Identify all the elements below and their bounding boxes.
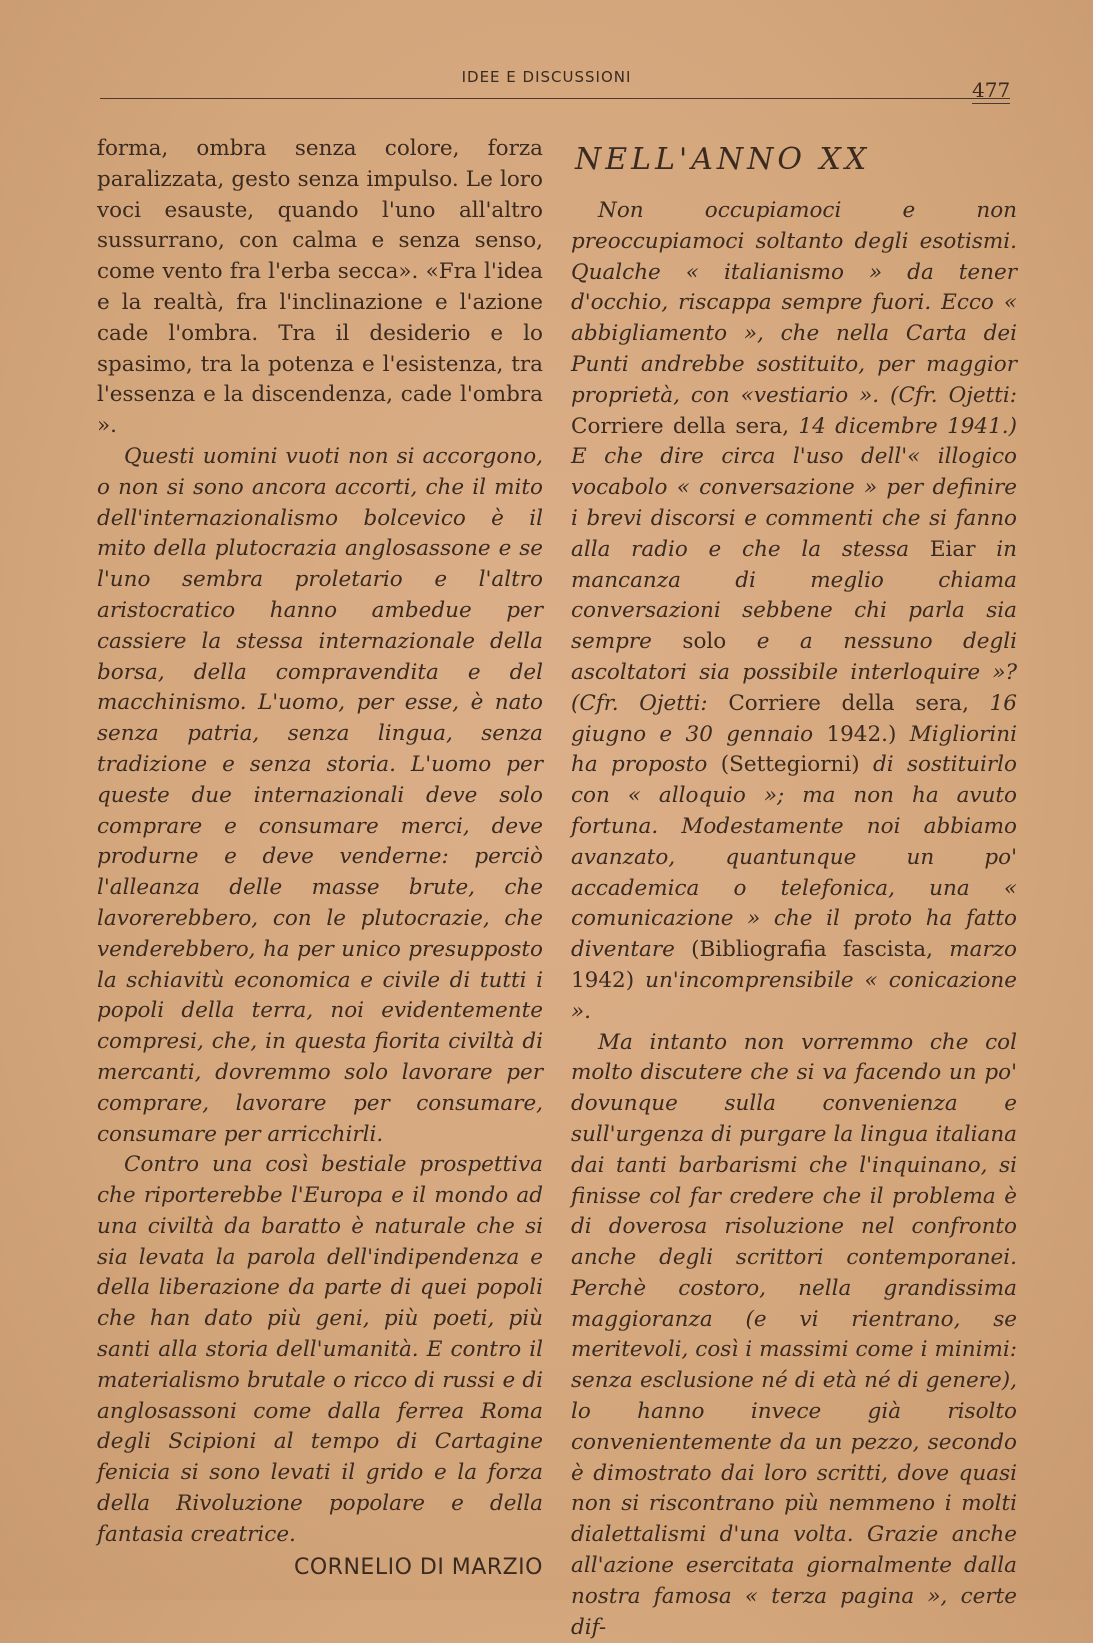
right-column (571, 134, 1017, 1643)
text-span-roman: (Bibliografia fascista, (691, 937, 933, 963)
text-span-roman: solo (682, 629, 727, 655)
text-span: in mancanza di meglio chiama conversazioni sebbene chi parla sia sempre (571, 536, 1017, 655)
left-column (97, 134, 543, 1583)
text-span-roman: 1942.) (826, 721, 897, 747)
text-span-roman: Corriere della sera, (571, 413, 790, 439)
text-span: un'incomprensibile « conicazione ». (571, 967, 1017, 1024)
text-span: Migliorini ha proposto (571, 721, 1018, 778)
paragraph-non-occupiamoci (571, 196, 1017, 1028)
text-span: 16 giugno e 30 gennaio (571, 690, 1017, 747)
paragraph-questi-uomini: Questi uomini vuoti non si accorgono, o non si sono ancora accorti, che il mito dell'internazionalismo bolcevico è il mito della plutocrazia anglosassone e se l'uno sembra proletario e l'altro aristocratico hanno ambedue per cassiere la stessa internazionale della borsa, della compravendita e del macchinismo. L'uomo, per esse, è nato senza patria, senza lingua, senza tradizione e senza storia. L'uomo per queste due internazionali deve solo comprare e consumare merci, deve produrne e deve venderne: perciò l'alleanza delle masse brute, che lavorerebbero, con le plutocrazie, che venderebbero, ha per unico presupposto la schiavitù economica e civile di tutti i popoli della terra, noi evidentemente compresi, che, in questa fiorita civiltà di mercanti, dovremmo solo lavorare per comprare, lavorare per consumare, consumare per arricchirli. (97, 443, 543, 1147)
text-span: marzo (932, 937, 1017, 963)
paragraph-ma-intanto: Ma intanto non vorremmo che col molto discutere che si va facendo un po' dovunque sulla convenienza e sull'urgenza di purgare la lingua italiana dai tanti barbarismi che l'inquinano, si finisse col far credere che il problema è di doverosa risoluzione nel confronto anche degli scrittori contemporanei. Perchè costoro, nella grandissima maggioranza (e vi rientrano, se meritevoli, così i massimi come i minimi: senza esclusione né di età né di genere), lo hanno invece già risolto convenientemente da un pezzo, secondo è dimostrato dai loro scritti, dove quasi non si riscontrano più nemmeno i molti dialettalismi d'una volta. Grazie anche all'azione esercitata giornalmente dalla nostra famosa « terza pagina », certe dif- (571, 1029, 1017, 1640)
text-span: di sostituirlo con « alloquio »; ma non ha avuto fortuna. Modestamente noi abbiamo avanzato, quantunque un po' accademica o telefonica, una « comunicazione » che il proto ha fatto diventare (571, 752, 1017, 963)
author-signature: CORNELIO DI MARZIO (294, 1554, 543, 1580)
running-head: IDEE E DISCUSSIONI (461, 68, 632, 86)
text-span: e a nessuno degli ascoltatori sia possibile interloquire »? (Cfr. Ojetti: (571, 629, 1017, 716)
text-span: Non occupiamoci e non preoccupiamoci soltanto degli esotismi. Qualche « italianismo » da tener d'occhio, riscappa sempre fuori. Ecco « abbigliamento », che nella Carta dei Punti andrebbe sostituito, per maggior proprietà, con «vestiario ». (Cfr. Ojetti: (571, 198, 1017, 408)
paragraph-continued: forma, ombra senza colore, forza paralizzata, gesto senza impulso. Le loro voci esauste, quando l'uno all'altro sussurrano, con calma e senza senso, come vento fra l'erba secca». «Fra l'idea e la realtà, fra l'inclinazione e l'azione cade l'ombra. Tra il desiderio e lo spasimo, tra la potenza e l'esistenza, tra l'essenza e la discendenza, cade l'ombra ». (97, 136, 543, 439)
text-span-roman: Eiar (929, 536, 976, 562)
page-number: 477 (972, 78, 1011, 102)
text-span-roman: (Settegiorni) (720, 752, 860, 778)
section-title: NELL'ANNO XX (575, 142, 871, 177)
text-span-roman: Corriere della sera, (728, 690, 969, 716)
paragraph-contro: Contro una così bestiale prospettiva che riporterebbe l'Europa e il mondo ad una civiltà da baratto è naturale che si sia levata la parola dell'indipendenza e della liberazione da parte di quei popoli che han dato più geni, più poeti, più santi alla storia dell'umanità. E contro il materialismo brutale o ricco di russi e di anglosassoni come dalla ferrea Roma degli Scipioni al tempo di Cartagine fenicia si sono levati il grido e la forza della Rivoluzione popolare e della fantasia creatrice. (97, 1152, 543, 1547)
text-span-roman: 1942) (571, 967, 635, 993)
header-rule (100, 98, 1010, 99)
text-span: 14 dicembre 1941.) E che dire circa l'uso dell'« illogico vocabolo « conversazione » per definire i brevi discorsi e commenti che si fanno alla radio e che la stessa (571, 413, 1018, 562)
